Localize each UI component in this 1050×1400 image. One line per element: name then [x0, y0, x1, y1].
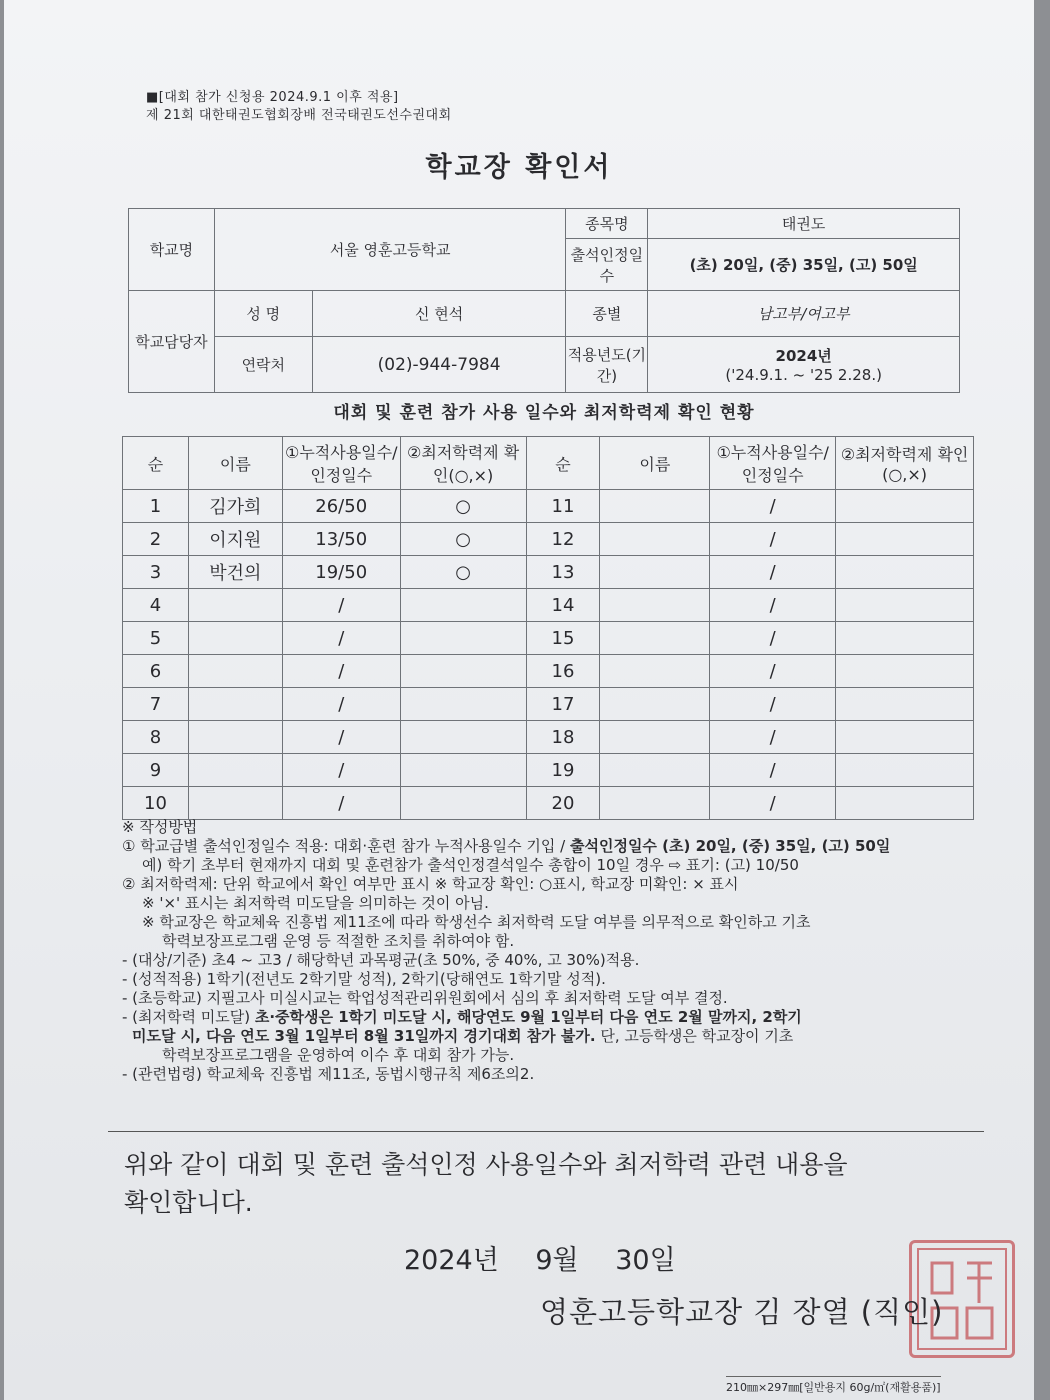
header-days: ①누적사용일수/인정일수 — [282, 437, 400, 490]
row-no: 17 — [526, 688, 600, 721]
table-row — [123, 655, 974, 688]
year-value: 2024년 — [775, 347, 832, 365]
confirmation-text — [124, 1146, 1004, 1222]
row-check: ○ — [400, 556, 526, 589]
row-check — [836, 589, 974, 622]
row-name — [600, 787, 710, 820]
row-no: 19 — [526, 754, 600, 787]
row-days: / — [710, 556, 836, 589]
table-row — [123, 556, 974, 589]
contact-label: 연락처 — [214, 337, 312, 393]
row-check — [400, 721, 526, 754]
note-8-label: - (최저학력 미도달) — [122, 1008, 255, 1026]
row-days: / — [282, 622, 400, 655]
school-value: 서울 영훈고등학교 — [214, 209, 566, 291]
name-value: 신 현석 — [312, 291, 566, 337]
row-name — [188, 787, 282, 820]
note-8-end: 학력보장프로그램을 운영하여 이수 후 대회 참가 가능. — [162, 1046, 515, 1064]
row-days: / — [710, 655, 836, 688]
note-8-bold-2: 미도달 시, 다음 연도 3월 1일부터 8월 31일까지 경기대회 참가 불가. — [132, 1027, 596, 1045]
header-check: ②최저학력제 확인(○,×) — [400, 437, 526, 490]
row-name — [600, 655, 710, 688]
table-row — [123, 787, 974, 820]
note-6: - (성적적용) 1학기(전년도 2학기말 성적), 2학기(당해연도 1학기말 성적). — [122, 970, 606, 988]
note-8-text: 단, 고등학생은 학교장이 기초 — [595, 1027, 794, 1045]
row-check — [400, 787, 526, 820]
row-no: 15 — [526, 622, 600, 655]
note-5: - (대상/기준) 초4 ~ 고3 / 해당학년 과목평균(초 50%, 중 40%, 고 30%)적용. — [122, 951, 640, 969]
note-1 — [122, 837, 982, 856]
year-label: 적용년도(기간) — [566, 337, 648, 393]
row-no: 4 — [123, 589, 189, 622]
row-no: 16 — [526, 655, 600, 688]
note-8-cont — [122, 1027, 982, 1046]
notes-heading: ※ 작성방법 — [122, 818, 198, 836]
note-1-text: ① 학교급별 출석인정일수 적용: 대회·훈련 참가 누적사용일수 기입 / — [122, 837, 570, 855]
header-name: 이름 — [600, 437, 710, 490]
table-row — [123, 622, 974, 655]
row-check — [836, 655, 974, 688]
info-table — [128, 208, 960, 393]
row-name — [600, 622, 710, 655]
row-days: / — [710, 787, 836, 820]
note-4: ※ 학교장은 학교체육 진흥법 제11조에 따라 학생선수 최저학력 도달 여부를 의무적으로 확인하고 기초 — [142, 913, 811, 931]
row-name — [600, 523, 710, 556]
row-days: / — [282, 787, 400, 820]
confirmation-line-2: 확인합니다. — [124, 1188, 253, 1217]
row-check — [836, 490, 974, 523]
row-days: 13/50 — [282, 523, 400, 556]
table-row — [123, 490, 974, 523]
row-check — [400, 655, 526, 688]
row-no: 18 — [526, 721, 600, 754]
row-no: 7 — [123, 688, 189, 721]
row-days: 26/50 — [282, 490, 400, 523]
row-days: / — [710, 589, 836, 622]
row-check — [836, 556, 974, 589]
row-no: 2 — [123, 523, 189, 556]
divider — [108, 1131, 984, 1132]
row-check: ○ — [400, 523, 526, 556]
row-no: 11 — [526, 490, 600, 523]
table-row — [123, 754, 974, 787]
row-days: / — [710, 490, 836, 523]
attendance-value: (초) 20일, (중) 35일, (고) 50일 — [648, 239, 960, 291]
header-line-1: ■[대회 참가 신청용 2024.9.1 이후 적용] — [146, 90, 399, 105]
header-check: ②최저학력제 확인(○,×) — [836, 437, 974, 490]
row-name — [188, 655, 282, 688]
row-check: ○ — [400, 490, 526, 523]
row-no: 20 — [526, 787, 600, 820]
note-9: - (관련법령) 학교체육 진흥법 제11조, 동법시행규칙 제6조의2. — [122, 1065, 535, 1083]
row-check — [836, 721, 974, 754]
row-name — [188, 688, 282, 721]
row-days: / — [710, 622, 836, 655]
note-8 — [122, 1008, 982, 1027]
table-row — [123, 523, 974, 556]
row-name — [600, 688, 710, 721]
event-value: 태권도 — [648, 209, 960, 239]
row-name — [600, 589, 710, 622]
row-name: 이지원 — [188, 523, 282, 556]
row-name — [600, 556, 710, 589]
event-label: 종목명 — [566, 209, 648, 239]
document-title: 학교장 확인서 — [425, 152, 613, 183]
note-3: ※ '×' 표시는 최저학력 미도달을 의미하는 것이 아님. — [142, 894, 489, 912]
school-label: 학교명 — [129, 209, 215, 291]
row-no: 9 — [123, 754, 189, 787]
manager-label: 학교담당자 — [129, 291, 215, 393]
row-check — [836, 688, 974, 721]
row-no: 3 — [123, 556, 189, 589]
document-date: 2024년 9월 30일 — [404, 1245, 676, 1276]
row-check — [836, 787, 974, 820]
row-check — [836, 523, 974, 556]
name-label: 성 명 — [214, 291, 312, 337]
row-name: 김가희 — [188, 490, 282, 523]
year-cell — [648, 337, 960, 393]
row-no: 14 — [526, 589, 600, 622]
row-days: / — [282, 688, 400, 721]
row-name — [188, 721, 282, 754]
header-name: 이름 — [188, 437, 282, 490]
table-row — [123, 721, 974, 754]
note-7: - (초등학교) 지필고사 미실시교는 학업성적관리위원회에서 심의 후 최저학력 도달 여부 결정. — [122, 989, 728, 1007]
row-no: 13 — [526, 556, 600, 589]
row-check — [400, 589, 526, 622]
row-no: 5 — [123, 622, 189, 655]
document-page — [4, 0, 1034, 1400]
row-name — [600, 721, 710, 754]
status-table — [122, 436, 974, 820]
row-check — [836, 622, 974, 655]
header-no: 순 — [526, 437, 600, 490]
row-check — [836, 754, 974, 787]
note-1-bold: 출석인정일수 (초) 20일, (중) 35일, (고) 50일 — [569, 837, 891, 855]
note-2: ② 최저학력제: 단위 학교에서 확인 여부만 표시 ※ 학교장 확인: ○표시, 학교장 미확인: × 표시 — [122, 875, 739, 893]
note-1-example: 예) 학기 초부터 현재까지 대회 및 훈련참가 출석인정결석일수 총합이 10일 경우 ⇨ 표기: (고) 10/50 — [142, 856, 799, 874]
row-check — [400, 754, 526, 787]
attendance-label: 출석인정일수 — [566, 239, 648, 291]
row-name — [188, 754, 282, 787]
header-line-2: 제 21회 대한태권도협회장배 전국태권도선수권대회 — [146, 108, 452, 123]
row-no: 10 — [123, 787, 189, 820]
row-check — [400, 622, 526, 655]
paper-spec-footer: 210㎜×297㎜[일반용지 60g/㎡(재활용품)] — [726, 1376, 941, 1395]
contact-value: (02)-944-7984 — [312, 337, 566, 393]
row-name: 박건의 — [188, 556, 282, 589]
row-name — [188, 589, 282, 622]
signer-line: 영훈고등학교장 김 장열 (직인) — [540, 1295, 944, 1329]
row-no: 1 — [123, 490, 189, 523]
row-days: / — [710, 754, 836, 787]
row-no: 6 — [123, 655, 189, 688]
section-title: 대회 및 훈련 참가 사용 일수와 최저학력제 확인 현황 — [333, 403, 755, 423]
row-days: / — [282, 589, 400, 622]
row-days: / — [282, 754, 400, 787]
row-days: / — [710, 523, 836, 556]
category-value: 남고부/여고부 — [648, 291, 960, 337]
note-8-bold: 초·중학생은 1학기 미도달 시, 해당연도 9월 1일부터 다음 연도 2월 말까지, 2학기 — [254, 1008, 802, 1026]
row-no: 12 — [526, 523, 600, 556]
row-days: / — [710, 688, 836, 721]
table-row — [123, 589, 974, 622]
row-days: / — [710, 721, 836, 754]
row-name — [600, 490, 710, 523]
row-no: 8 — [123, 721, 189, 754]
row-days: / — [282, 721, 400, 754]
category-label: 종별 — [566, 291, 648, 337]
row-name — [600, 754, 710, 787]
row-days: / — [282, 655, 400, 688]
confirmation-line-1: 위와 같이 대회 및 훈련 출석인정 사용일수와 최저학력 관련 내용을 — [124, 1150, 848, 1179]
header-days: ①누적사용일수/인정일수 — [710, 437, 836, 490]
row-name — [188, 622, 282, 655]
note-4-cont: 학력보장프로그램 운영 등 적절한 조치를 취하여야 함. — [162, 932, 515, 950]
table-row — [123, 688, 974, 721]
row-days: 19/50 — [282, 556, 400, 589]
period-value: ('24.9.1. ~ '25 2.28.) — [725, 366, 882, 384]
header-no: 순 — [123, 437, 189, 490]
row-check — [400, 688, 526, 721]
notes-section — [122, 818, 982, 1084]
